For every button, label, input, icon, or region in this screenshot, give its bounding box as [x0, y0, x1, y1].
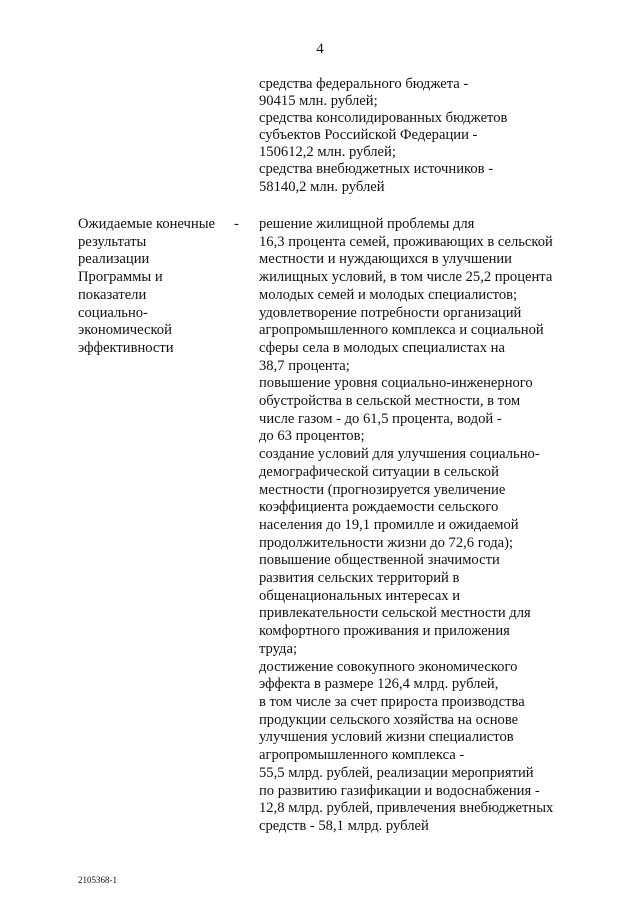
label-line: эффективности [78, 339, 174, 356]
funding-line: 90415 млн. рублей; [259, 93, 378, 110]
content-line: эффекта в размере 126,4 млрд. рублей, [259, 676, 499, 693]
content-line: обустройства в сельской местности, в том [259, 393, 521, 410]
content-line: населения до 19,1 промилле и ожидаемой [259, 516, 519, 533]
content-line: средств - 58,1 млрд. рублей [259, 817, 429, 834]
content-line: удовлетворение потребности организаций [259, 304, 522, 321]
content-line: агропромышленного комплекса - [259, 747, 465, 764]
content-line: 12,8 млрд. рублей, привлечения внебюджетных [259, 800, 554, 817]
funding-line: 150612,2 млн. рублей; [259, 144, 396, 161]
content-line: труда; [259, 640, 297, 657]
content-line: местности и нуждающихся в улучшении [259, 251, 512, 268]
label-dash: - [234, 216, 239, 232]
label-line: результаты [78, 233, 147, 250]
label-line: Программы и [78, 269, 163, 286]
expected-results-content [259, 216, 599, 836]
content-line: демографической ситуации в сельской [259, 463, 499, 480]
funding-sources-block [259, 76, 599, 196]
content-line: создание условий для улучшения социально- [259, 446, 540, 463]
content-line: продолжительности жизни до 72,6 года); [259, 534, 514, 551]
content-line: улучшения условий жизни специалистов [259, 729, 514, 746]
content-line: коэффициента рождаемости сельского [259, 499, 499, 516]
funding-line: средства консолидированных бюджетов [259, 110, 508, 127]
funding-line: субъектов Российской Федерации - [259, 127, 478, 144]
content-line: привлекательности сельской местности для [259, 605, 531, 622]
content-line: повышение общественной значимости [259, 552, 500, 569]
funding-line: средства федерального бюджета - [259, 76, 469, 92]
label-line: Ожидаемые конечные [78, 216, 215, 232]
label-line: показатели [78, 286, 147, 303]
funding-line: средства внебюджетных источников - [259, 161, 494, 178]
content-line: развития сельских территорий в [259, 570, 460, 587]
content-line: местности (прогнозируется увеличение [259, 481, 506, 498]
label-line: экономической [78, 322, 172, 339]
content-line: 38,7 процента; [259, 357, 350, 374]
document-code: 2105368-1 [78, 875, 117, 885]
label-line: социально- [78, 304, 148, 321]
page-number: 4 [316, 41, 324, 57]
content-line: решение жилищной проблемы для [259, 216, 475, 232]
content-line: до 63 процентов; [259, 428, 365, 445]
content-line: 16,3 процента семей, проживающих в сельской [259, 233, 553, 250]
expected-results-label [78, 216, 228, 358]
content-line: молодых семей и молодых специалистов; [259, 286, 518, 303]
content-line: в том числе за счет прироста производства [259, 693, 525, 710]
content-line: продукции сельского хозяйства на основе [259, 711, 519, 728]
content-line: агропромышленного комплекса и социальной [259, 322, 544, 339]
label-line: реализации [78, 251, 150, 268]
content-line: общенациональных интересах и [259, 587, 461, 604]
content-line: повышение уровня социально-инженерного [259, 375, 533, 392]
content-line: числе газом - до 61,5 процента, водой - [259, 410, 502, 427]
content-line: сферы села в молодых специалистах на [259, 339, 505, 356]
content-line: жилищных условий, в том числе 25,2 процента [259, 269, 553, 286]
content-line: по развитию газификации и водоснабжения - [259, 782, 540, 799]
content-line: 55,5 млрд. рублей, реализации мероприятий [259, 764, 534, 781]
content-line: комфортного проживания и приложения [259, 623, 510, 640]
content-line: достижение совокупного экономического [259, 658, 518, 675]
funding-line: 58140,2 млн. рублей [259, 178, 385, 195]
